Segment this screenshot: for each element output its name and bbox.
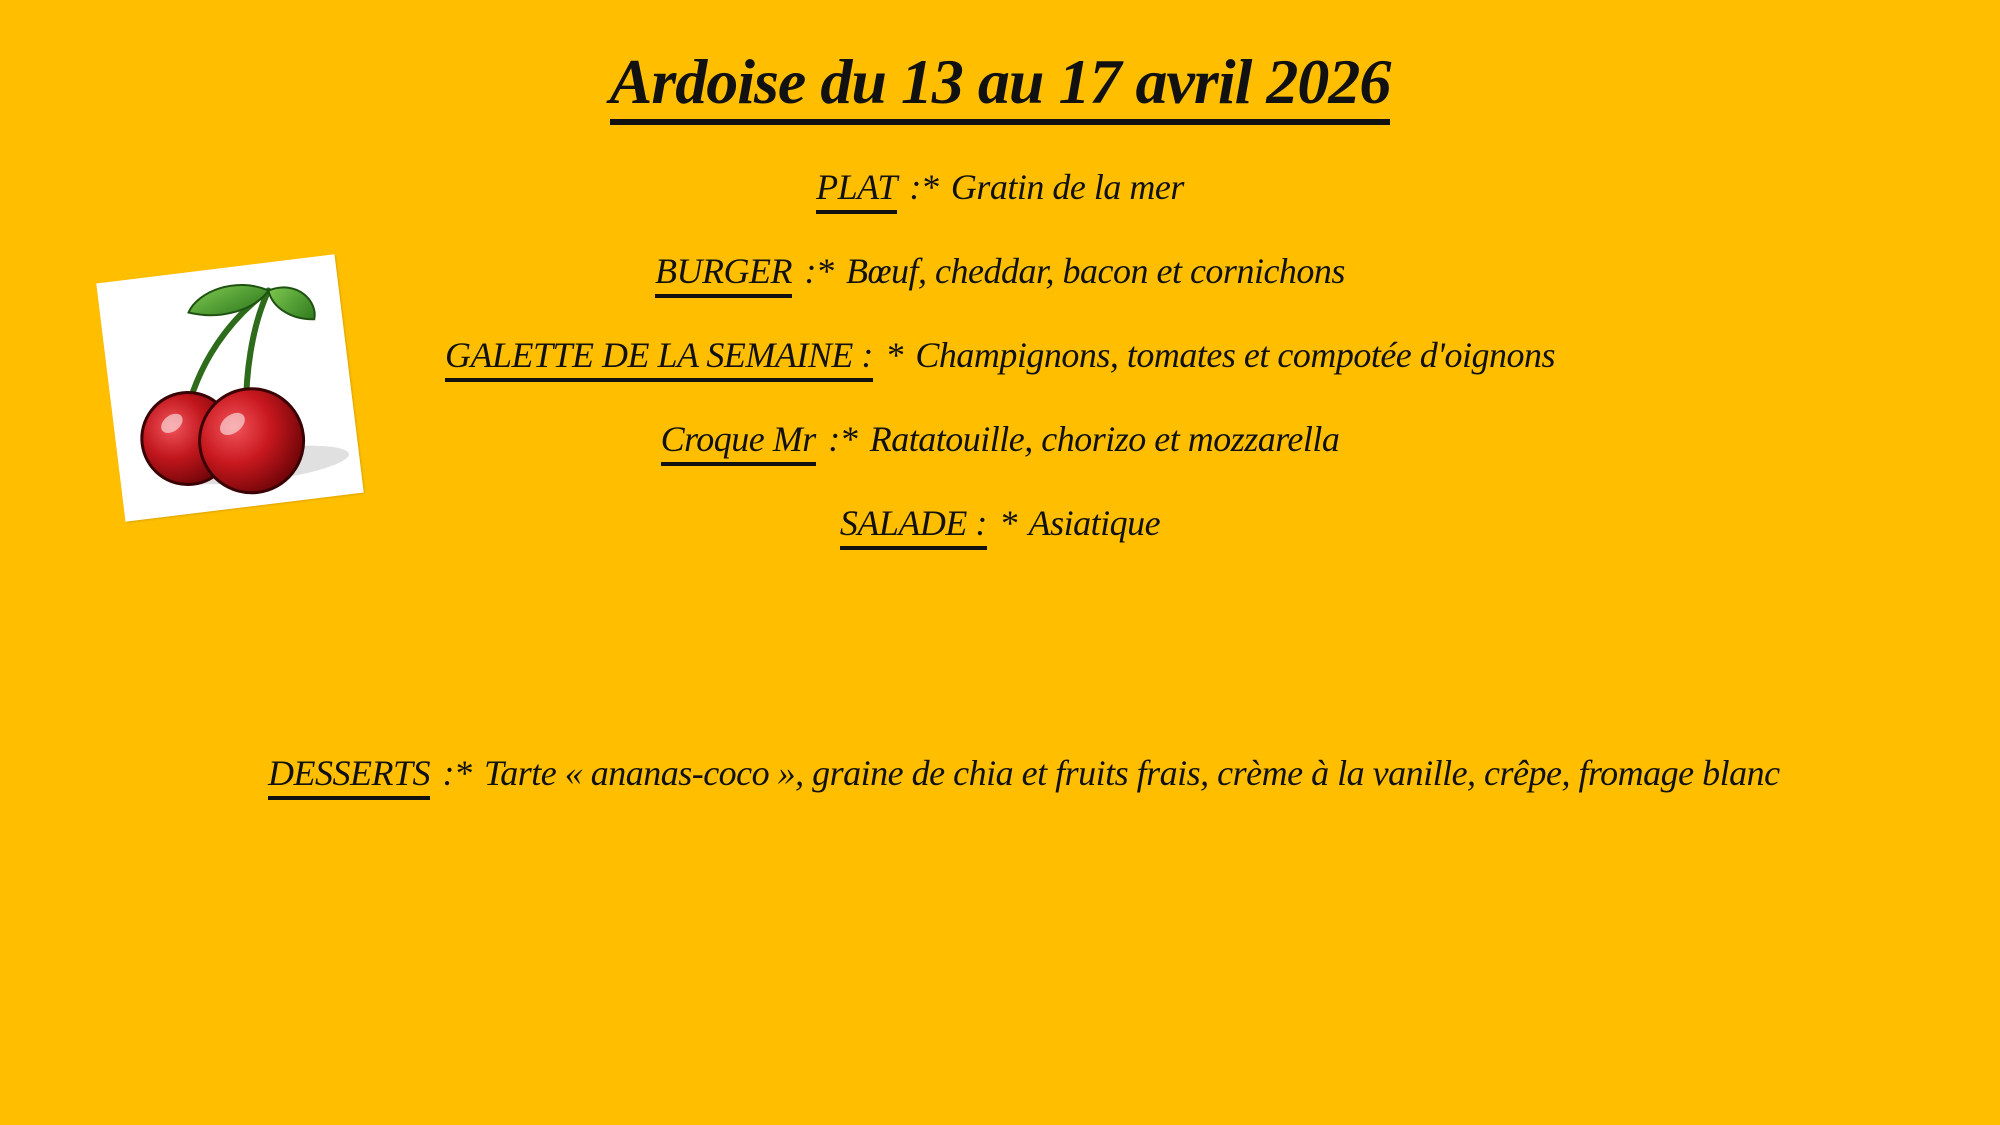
- menu-item-value: Asiatique: [1028, 503, 1161, 543]
- menu-item-separator: :*: [909, 167, 939, 207]
- page-title: Ardoise du 13 au 17 avril 2026: [610, 48, 1391, 125]
- menu-item-value: Gratin de la mer: [950, 167, 1184, 207]
- menu-item-separator: :*: [828, 419, 858, 459]
- menu-item-separator: *: [999, 503, 1017, 543]
- desserts-separator: :*: [442, 753, 472, 793]
- desserts-label: DESSERTS: [268, 753, 430, 800]
- menu-item-label: PLAT: [816, 167, 897, 214]
- desserts-value: Tarte « ananas-coco », graine de chia et fruits frais, crème à la vanille, crêpe, fromage blanc: [484, 753, 1780, 793]
- menu-item-desserts: [268, 752, 1780, 800]
- menu-item-value: Bœuf, cheddar, bacon et cornichons: [846, 251, 1345, 291]
- menu-item-plat: [0, 166, 2000, 214]
- menu-item-label: Croque Mr: [661, 419, 816, 466]
- menu-item-value: Ratatouille, chorizo et mozzarella: [869, 419, 1340, 459]
- menu-item-value: Champignons, tomates et compotée d'oignons: [915, 335, 1555, 375]
- menu-item-label: SALADE :: [840, 503, 987, 550]
- menu-item-label: GALETTE DE LA SEMAINE :: [445, 335, 873, 382]
- menu-item-separator: :*: [804, 251, 834, 291]
- menu-item-salade: [0, 502, 2000, 550]
- title-container: [0, 48, 2000, 125]
- cherry-picture: [96, 254, 363, 521]
- cherry-icon: [96, 254, 363, 521]
- menu-item-label: BURGER: [655, 251, 792, 298]
- menu-item-separator: *: [885, 335, 903, 375]
